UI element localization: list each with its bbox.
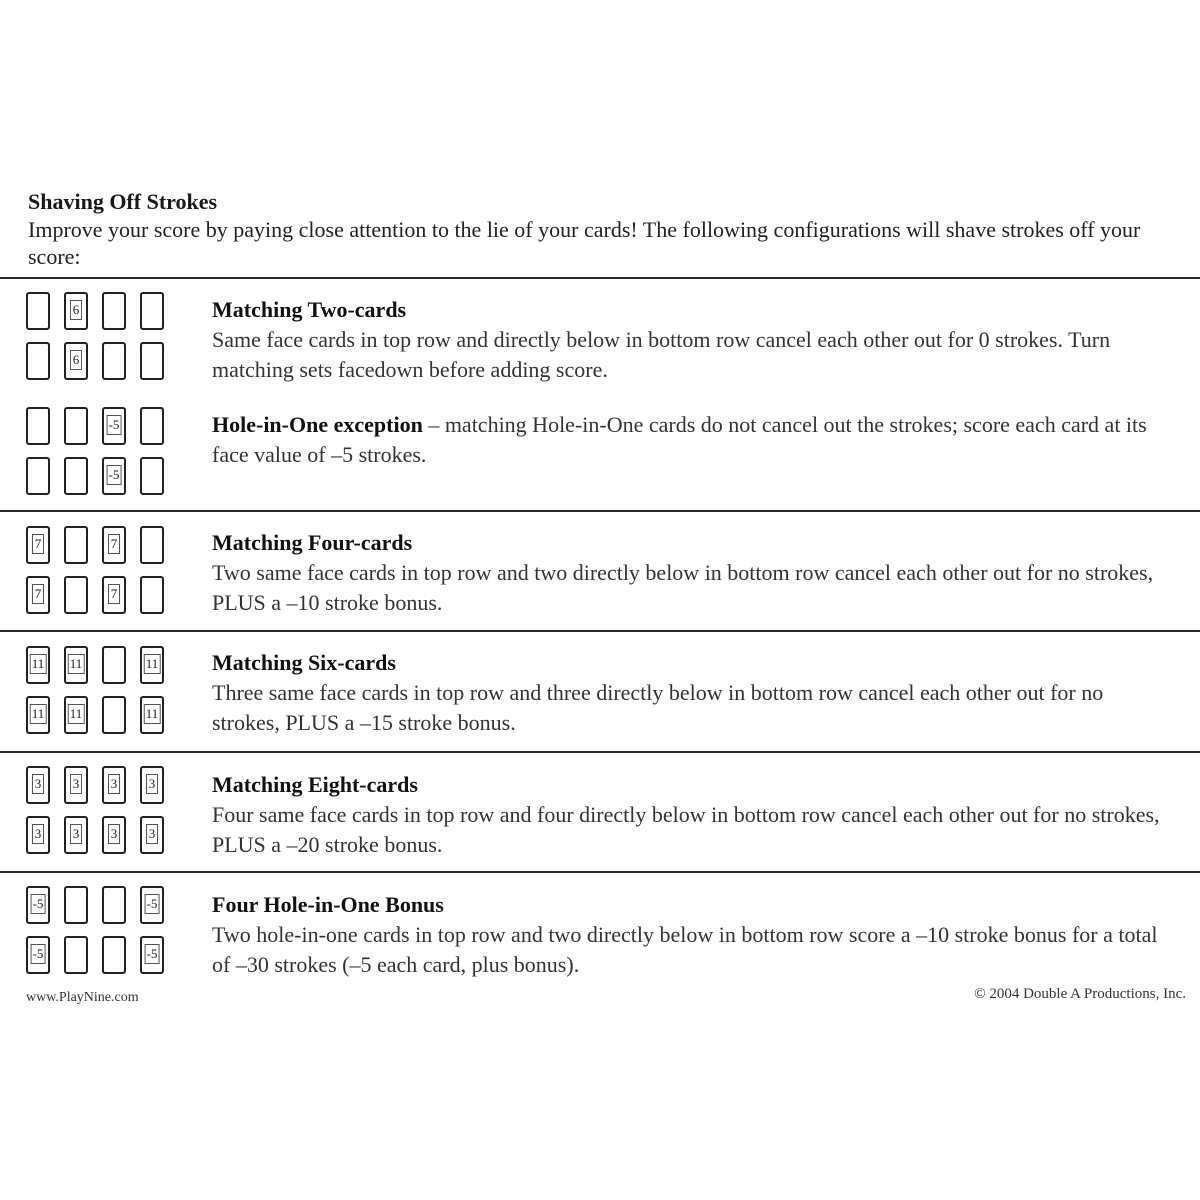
section-body: Three same face cards in top row and three directly below in bottom row cancel each other out for no strokes, PLUS a –15 stroke bonus.	[212, 680, 1104, 735]
card-bottom-2	[64, 576, 88, 614]
section-title: Hole-in-One exception	[212, 412, 423, 437]
card-value: 3	[32, 774, 44, 794]
card-top-1	[26, 646, 50, 684]
card-top-3	[102, 407, 126, 445]
header	[28, 188, 1178, 270]
card-bottom-3	[102, 816, 126, 854]
card-value: 11	[30, 704, 47, 724]
card-value: -5	[107, 465, 122, 485]
section-body: Same face cards in top row and directly below in bottom row cancel each other out for 0 strokes. Turn matching sets facedown before adding score.	[212, 327, 1111, 382]
card-top-3	[102, 292, 126, 330]
card-value: 7	[32, 584, 44, 604]
card-value: -5	[31, 894, 46, 914]
card-top-2	[64, 766, 88, 804]
card-value: 3	[32, 824, 44, 844]
card-bottom-4	[140, 696, 164, 734]
card-bottom-2	[64, 816, 88, 854]
section-body: Two hole-in-one cards in top row and two directly below in bottom row score a –10 stroke bonus for a total of –30 strokes (–5 each card, plus bonus).	[212, 922, 1158, 977]
section-body: matching Hole-in-One cards do not cancel out the strokes; score each card at its face value of –5 strokes.	[212, 412, 1147, 467]
card-top-3	[102, 526, 126, 564]
section-body: Two same face cards in top row and two directly below in bottom row cancel each other out for no strokes, PLUS a –10 stroke bonus.	[212, 560, 1154, 615]
card-value: 3	[70, 824, 82, 844]
card-value: 11	[68, 704, 85, 724]
card-bottom-1	[26, 816, 50, 854]
card-value: -5	[107, 415, 122, 435]
section-divider	[0, 751, 1200, 753]
section-text	[212, 648, 1172, 738]
card-value: 6	[70, 300, 82, 320]
card-top-2	[64, 646, 88, 684]
website-link: www.PlayNine.com	[26, 990, 139, 1005]
card-top-4	[140, 526, 164, 564]
card-bottom-3	[102, 576, 126, 614]
intro-text: Improve your score by paying close attention to the lie of your cards! The following configurations will shave strokes off your score:	[28, 217, 1141, 269]
card-top-1	[26, 766, 50, 804]
section-divider	[0, 277, 1200, 279]
card-bottom-4	[140, 816, 164, 854]
card-bottom-1	[26, 457, 50, 495]
card-value: 11	[144, 654, 161, 674]
section-text	[212, 410, 1172, 470]
card-value: -5	[31, 944, 46, 964]
card-top-4	[140, 292, 164, 330]
section-divider	[0, 871, 1200, 873]
section-title: Matching Six-cards	[212, 650, 396, 675]
card-bottom-3	[102, 457, 126, 495]
card-value: 3	[146, 824, 158, 844]
card-bottom-1	[26, 936, 50, 974]
card-value: -5	[145, 944, 160, 964]
card-top-4	[140, 646, 164, 684]
card-top-2	[64, 407, 88, 445]
page-title: Shaving Off Strokes	[28, 189, 218, 214]
card-bottom-4	[140, 936, 164, 974]
card-bottom-3	[102, 696, 126, 734]
card-bottom-3	[102, 936, 126, 974]
section-divider	[0, 510, 1200, 512]
card-value: 3	[108, 774, 120, 794]
card-top-4	[140, 886, 164, 924]
section-title: Matching Four-cards	[212, 530, 413, 555]
card-top-2	[64, 886, 88, 924]
card-top-3	[102, 886, 126, 924]
card-value: 3	[146, 774, 158, 794]
card-top-4	[140, 766, 164, 804]
card-value: 7	[32, 534, 44, 554]
card-bottom-2	[64, 696, 88, 734]
card-bottom-4	[140, 457, 164, 495]
card-bottom-1	[26, 696, 50, 734]
card-top-4	[140, 407, 164, 445]
card-bottom-2	[64, 342, 88, 380]
card-bottom-1	[26, 576, 50, 614]
card-bottom-2	[64, 936, 88, 974]
section-text	[212, 890, 1172, 980]
section-title: Four Hole-in-One Bonus	[212, 892, 444, 917]
card-top-1	[26, 407, 50, 445]
section-text	[212, 770, 1172, 860]
card-bottom-2	[64, 457, 88, 495]
card-value: 3	[108, 824, 120, 844]
card-bottom-4	[140, 576, 164, 614]
card-bottom-3	[102, 342, 126, 380]
card-top-3	[102, 766, 126, 804]
card-top-2	[64, 526, 88, 564]
card-top-1	[26, 526, 50, 564]
card-value: 7	[108, 534, 120, 554]
card-top-1	[26, 292, 50, 330]
card-bottom-4	[140, 342, 164, 380]
section-body: Four same face cards in top row and four directly below in bottom row cancel each other out for no strokes, PLUS a –20 stroke bonus.	[212, 802, 1160, 857]
card-value: 11	[30, 654, 47, 674]
card-value: 11	[144, 704, 161, 724]
card-top-2	[64, 292, 88, 330]
card-top-3	[102, 646, 126, 684]
copyright: © 2004 Double A Productions, Inc.	[974, 986, 1186, 1002]
card-value: 3	[70, 774, 82, 794]
card-top-1	[26, 886, 50, 924]
card-bottom-1	[26, 342, 50, 380]
section-title: Matching Eight-cards	[212, 772, 418, 797]
card-value: 7	[108, 584, 120, 604]
card-value: 6	[70, 350, 82, 370]
card-value: 11	[68, 654, 85, 674]
section-separator: –	[422, 412, 445, 437]
section-text	[212, 295, 1172, 385]
section-divider	[0, 630, 1200, 632]
card-value: -5	[145, 894, 160, 914]
section-title: Matching Two-cards	[212, 297, 407, 322]
section-text	[212, 528, 1172, 618]
